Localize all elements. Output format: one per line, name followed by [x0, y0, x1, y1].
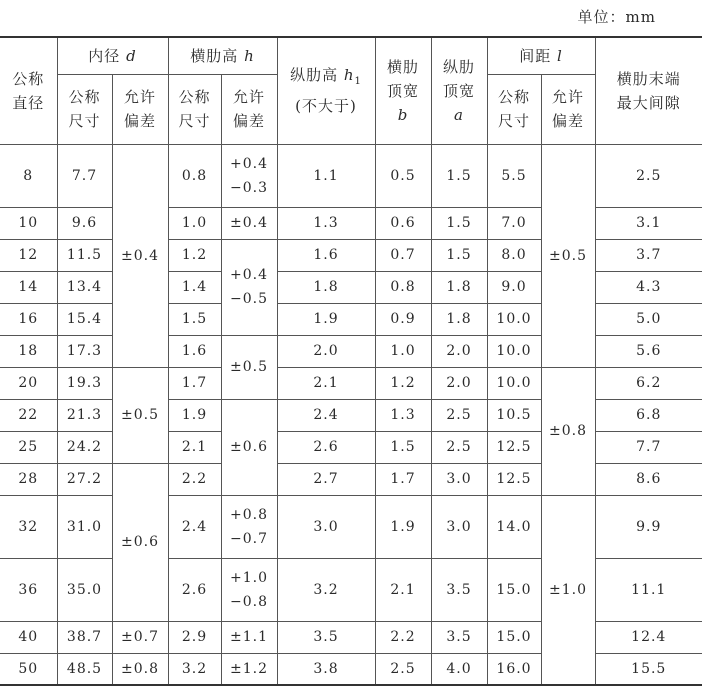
cell-h: 1.0 — [168, 207, 221, 239]
unit-label: 单位：mm — [577, 8, 656, 26]
cell-l: 15.0 — [487, 621, 541, 653]
cell-h-tolerance: ±0.6 — [221, 399, 277, 495]
cell-dia: 36 — [0, 558, 57, 621]
cell-l: 15.0 — [487, 558, 541, 621]
cell-b: 1.2 — [375, 367, 431, 399]
header-h-nominal: 公称 尺寸 — [168, 74, 221, 144]
cell-d: 24.2 — [57, 431, 112, 463]
cell-a: 3.0 — [431, 463, 487, 495]
cell-a: 3.5 — [431, 558, 487, 621]
cell-h1: 2.6 — [277, 431, 375, 463]
cell-d: 7.7 — [57, 144, 112, 207]
cell-h: 2.6 — [168, 558, 221, 621]
cell-a: 2.0 — [431, 335, 487, 367]
header-l-nominal: 公称 尺寸 — [487, 74, 541, 144]
cell-dia: 32 — [0, 495, 57, 558]
cell-dia: 20 — [0, 367, 57, 399]
cell-b: 0.7 — [375, 239, 431, 271]
header-longitudinal-rib-height: 纵肋高 $h_1$ (不大于) — [277, 37, 375, 144]
cell-b: 2.1 — [375, 558, 431, 621]
header-d-nominal: 公称 尺寸 — [57, 74, 112, 144]
cell-h-tolerance: +0.4 −0.3 — [221, 144, 277, 207]
header-d-tolerance: 允许 偏差 — [112, 74, 168, 144]
table-row — [0, 399, 702, 431]
cell-dia: 50 — [0, 653, 57, 685]
cell-dia: 10 — [0, 207, 57, 239]
cell-h1: 2.0 — [277, 335, 375, 367]
cell-d-tolerance: ±0.4 — [112, 144, 168, 367]
cell-dia: 12 — [0, 239, 57, 271]
cell-b: 0.5 — [375, 144, 431, 207]
header-h-tolerance: 允许 偏差 — [221, 74, 277, 144]
cell-b: 1.5 — [375, 431, 431, 463]
header-transverse-top-width: 横肋 顶宽 b — [375, 37, 431, 144]
rebar-dimension-table — [0, 36, 702, 686]
cell-gap: 12.4 — [595, 621, 702, 653]
cell-h: 1.5 — [168, 303, 221, 335]
cell-l: 12.5 — [487, 463, 541, 495]
table-row — [0, 271, 702, 303]
cell-a: 3.0 — [431, 495, 487, 558]
cell-dia: 16 — [0, 303, 57, 335]
cell-dia: 18 — [0, 335, 57, 367]
cell-l: 10.0 — [487, 303, 541, 335]
cell-d: 21.3 — [57, 399, 112, 431]
cell-d-tolerance: ±0.8 — [112, 653, 168, 685]
cell-l: 10.0 — [487, 367, 541, 399]
cell-h1: 2.4 — [277, 399, 375, 431]
cell-l: 7.0 — [487, 207, 541, 239]
cell-h-tolerance: +0.8 −0.7 — [221, 495, 277, 558]
cell-h1: 1.3 — [277, 207, 375, 239]
cell-d: 38.7 — [57, 621, 112, 653]
cell-d: 31.0 — [57, 495, 112, 558]
cell-a: 1.5 — [431, 207, 487, 239]
cell-gap: 4.3 — [595, 271, 702, 303]
cell-a: 3.5 — [431, 621, 487, 653]
header-row-1 — [0, 37, 702, 74]
cell-a: 2.5 — [431, 431, 487, 463]
cell-h1: 1.1 — [277, 144, 375, 207]
header-inner-diameter: 内径 d — [57, 37, 168, 74]
cell-gap: 5.6 — [595, 335, 702, 367]
cell-d: 17.3 — [57, 335, 112, 367]
cell-d-tolerance: ±0.6 — [112, 463, 168, 621]
cell-b: 1.3 — [375, 399, 431, 431]
cell-gap: 7.7 — [595, 431, 702, 463]
cell-h: 2.1 — [168, 431, 221, 463]
cell-a: 1.8 — [431, 303, 487, 335]
table-row — [0, 495, 702, 558]
cell-h1: 1.8 — [277, 271, 375, 303]
header-longitudinal-top-width: 纵肋 顶宽 a — [431, 37, 487, 144]
cell-gap: 15.5 — [595, 653, 702, 685]
table-row — [0, 431, 702, 463]
cell-h: 1.9 — [168, 399, 221, 431]
cell-h1: 3.8 — [277, 653, 375, 685]
table-row — [0, 621, 702, 653]
cell-h: 1.6 — [168, 335, 221, 367]
header-l-tolerance: 允许 偏差 — [541, 74, 595, 144]
cell-b: 1.7 — [375, 463, 431, 495]
cell-h: 2.2 — [168, 463, 221, 495]
cell-d-tolerance: ±0.5 — [112, 367, 168, 463]
header-nominal-diameter: 公称 直径 — [0, 37, 57, 144]
cell-l: 9.0 — [487, 271, 541, 303]
cell-gap: 3.7 — [595, 239, 702, 271]
cell-gap: 2.5 — [595, 144, 702, 207]
cell-h1: 3.5 — [277, 621, 375, 653]
cell-dia: 25 — [0, 431, 57, 463]
table-row — [0, 653, 702, 685]
table-row — [0, 239, 702, 271]
cell-b: 0.6 — [375, 207, 431, 239]
cell-dia: 28 — [0, 463, 57, 495]
cell-d: 9.6 — [57, 207, 112, 239]
cell-l: 5.5 — [487, 144, 541, 207]
cell-a: 2.0 — [431, 367, 487, 399]
table-row — [0, 207, 702, 239]
cell-h1: 3.2 — [277, 558, 375, 621]
cell-d: 48.5 — [57, 653, 112, 685]
cell-h-tolerance: ±1.1 — [221, 621, 277, 653]
cell-h-tolerance: +0.4 −0.5 — [221, 239, 277, 335]
cell-l: 10.5 — [487, 399, 541, 431]
cell-h-tolerance: ±1.2 — [221, 653, 277, 685]
cell-l: 10.0 — [487, 335, 541, 367]
cell-a: 1.5 — [431, 144, 487, 207]
table-row — [0, 463, 702, 495]
cell-h: 2.9 — [168, 621, 221, 653]
cell-dia: 8 — [0, 144, 57, 207]
cell-b: 0.8 — [375, 271, 431, 303]
cell-d: 27.2 — [57, 463, 112, 495]
cell-gap: 3.1 — [595, 207, 702, 239]
cell-h1: 1.9 — [277, 303, 375, 335]
cell-b: 0.9 — [375, 303, 431, 335]
cell-gap: 11.1 — [595, 558, 702, 621]
cell-dia: 14 — [0, 271, 57, 303]
cell-b: 2.5 — [375, 653, 431, 685]
table-row — [0, 303, 702, 335]
cell-d: 13.4 — [57, 271, 112, 303]
cell-h1: 2.1 — [277, 367, 375, 399]
cell-l-tolerance: ±1.0 — [541, 495, 595, 685]
cell-d: 35.0 — [57, 558, 112, 621]
cell-h: 2.4 — [168, 495, 221, 558]
header-end-gap: 横肋末端 最大间隙 — [595, 37, 702, 144]
cell-h-tolerance: ±0.5 — [221, 335, 277, 399]
cell-l-tolerance: ±0.5 — [541, 144, 595, 367]
cell-b: 1.0 — [375, 335, 431, 367]
cell-dia: 22 — [0, 399, 57, 431]
header-spacing: 间距 l — [487, 37, 595, 74]
table-row — [0, 558, 702, 621]
cell-a: 1.5 — [431, 239, 487, 271]
cell-h: 3.2 — [168, 653, 221, 685]
cell-a: 2.5 — [431, 399, 487, 431]
cell-l: 14.0 — [487, 495, 541, 558]
cell-d: 15.4 — [57, 303, 112, 335]
cell-h: 0.8 — [168, 144, 221, 207]
cell-a: 1.8 — [431, 271, 487, 303]
cell-l-tolerance: ±0.8 — [541, 367, 595, 495]
cell-l: 16.0 — [487, 653, 541, 685]
cell-d-tolerance: ±0.7 — [112, 621, 168, 653]
cell-b: 2.2 — [375, 621, 431, 653]
table-row — [0, 367, 702, 399]
cell-h1: 2.7 — [277, 463, 375, 495]
cell-gap: 6.2 — [595, 367, 702, 399]
cell-dia: 40 — [0, 621, 57, 653]
cell-h-tolerance: +1.0 −0.8 — [221, 558, 277, 621]
cell-h1: 3.0 — [277, 495, 375, 558]
cell-gap: 5.0 — [595, 303, 702, 335]
cell-h: 1.4 — [168, 271, 221, 303]
cell-h: 1.2 — [168, 239, 221, 271]
cell-b: 1.9 — [375, 495, 431, 558]
cell-l: 12.5 — [487, 431, 541, 463]
cell-h-tolerance: ±0.4 — [221, 207, 277, 239]
cell-h1: 1.6 — [277, 239, 375, 271]
cell-gap: 9.9 — [595, 495, 702, 558]
cell-gap: 8.6 — [595, 463, 702, 495]
cell-d: 19.3 — [57, 367, 112, 399]
cell-l: 8.0 — [487, 239, 541, 271]
header-transverse-rib-height: 横肋高 h — [168, 37, 277, 74]
table-row — [0, 335, 702, 367]
cell-gap: 6.8 — [595, 399, 702, 431]
table-row — [0, 144, 702, 207]
cell-h: 1.7 — [168, 367, 221, 399]
cell-a: 4.0 — [431, 653, 487, 685]
cell-d: 11.5 — [57, 239, 112, 271]
